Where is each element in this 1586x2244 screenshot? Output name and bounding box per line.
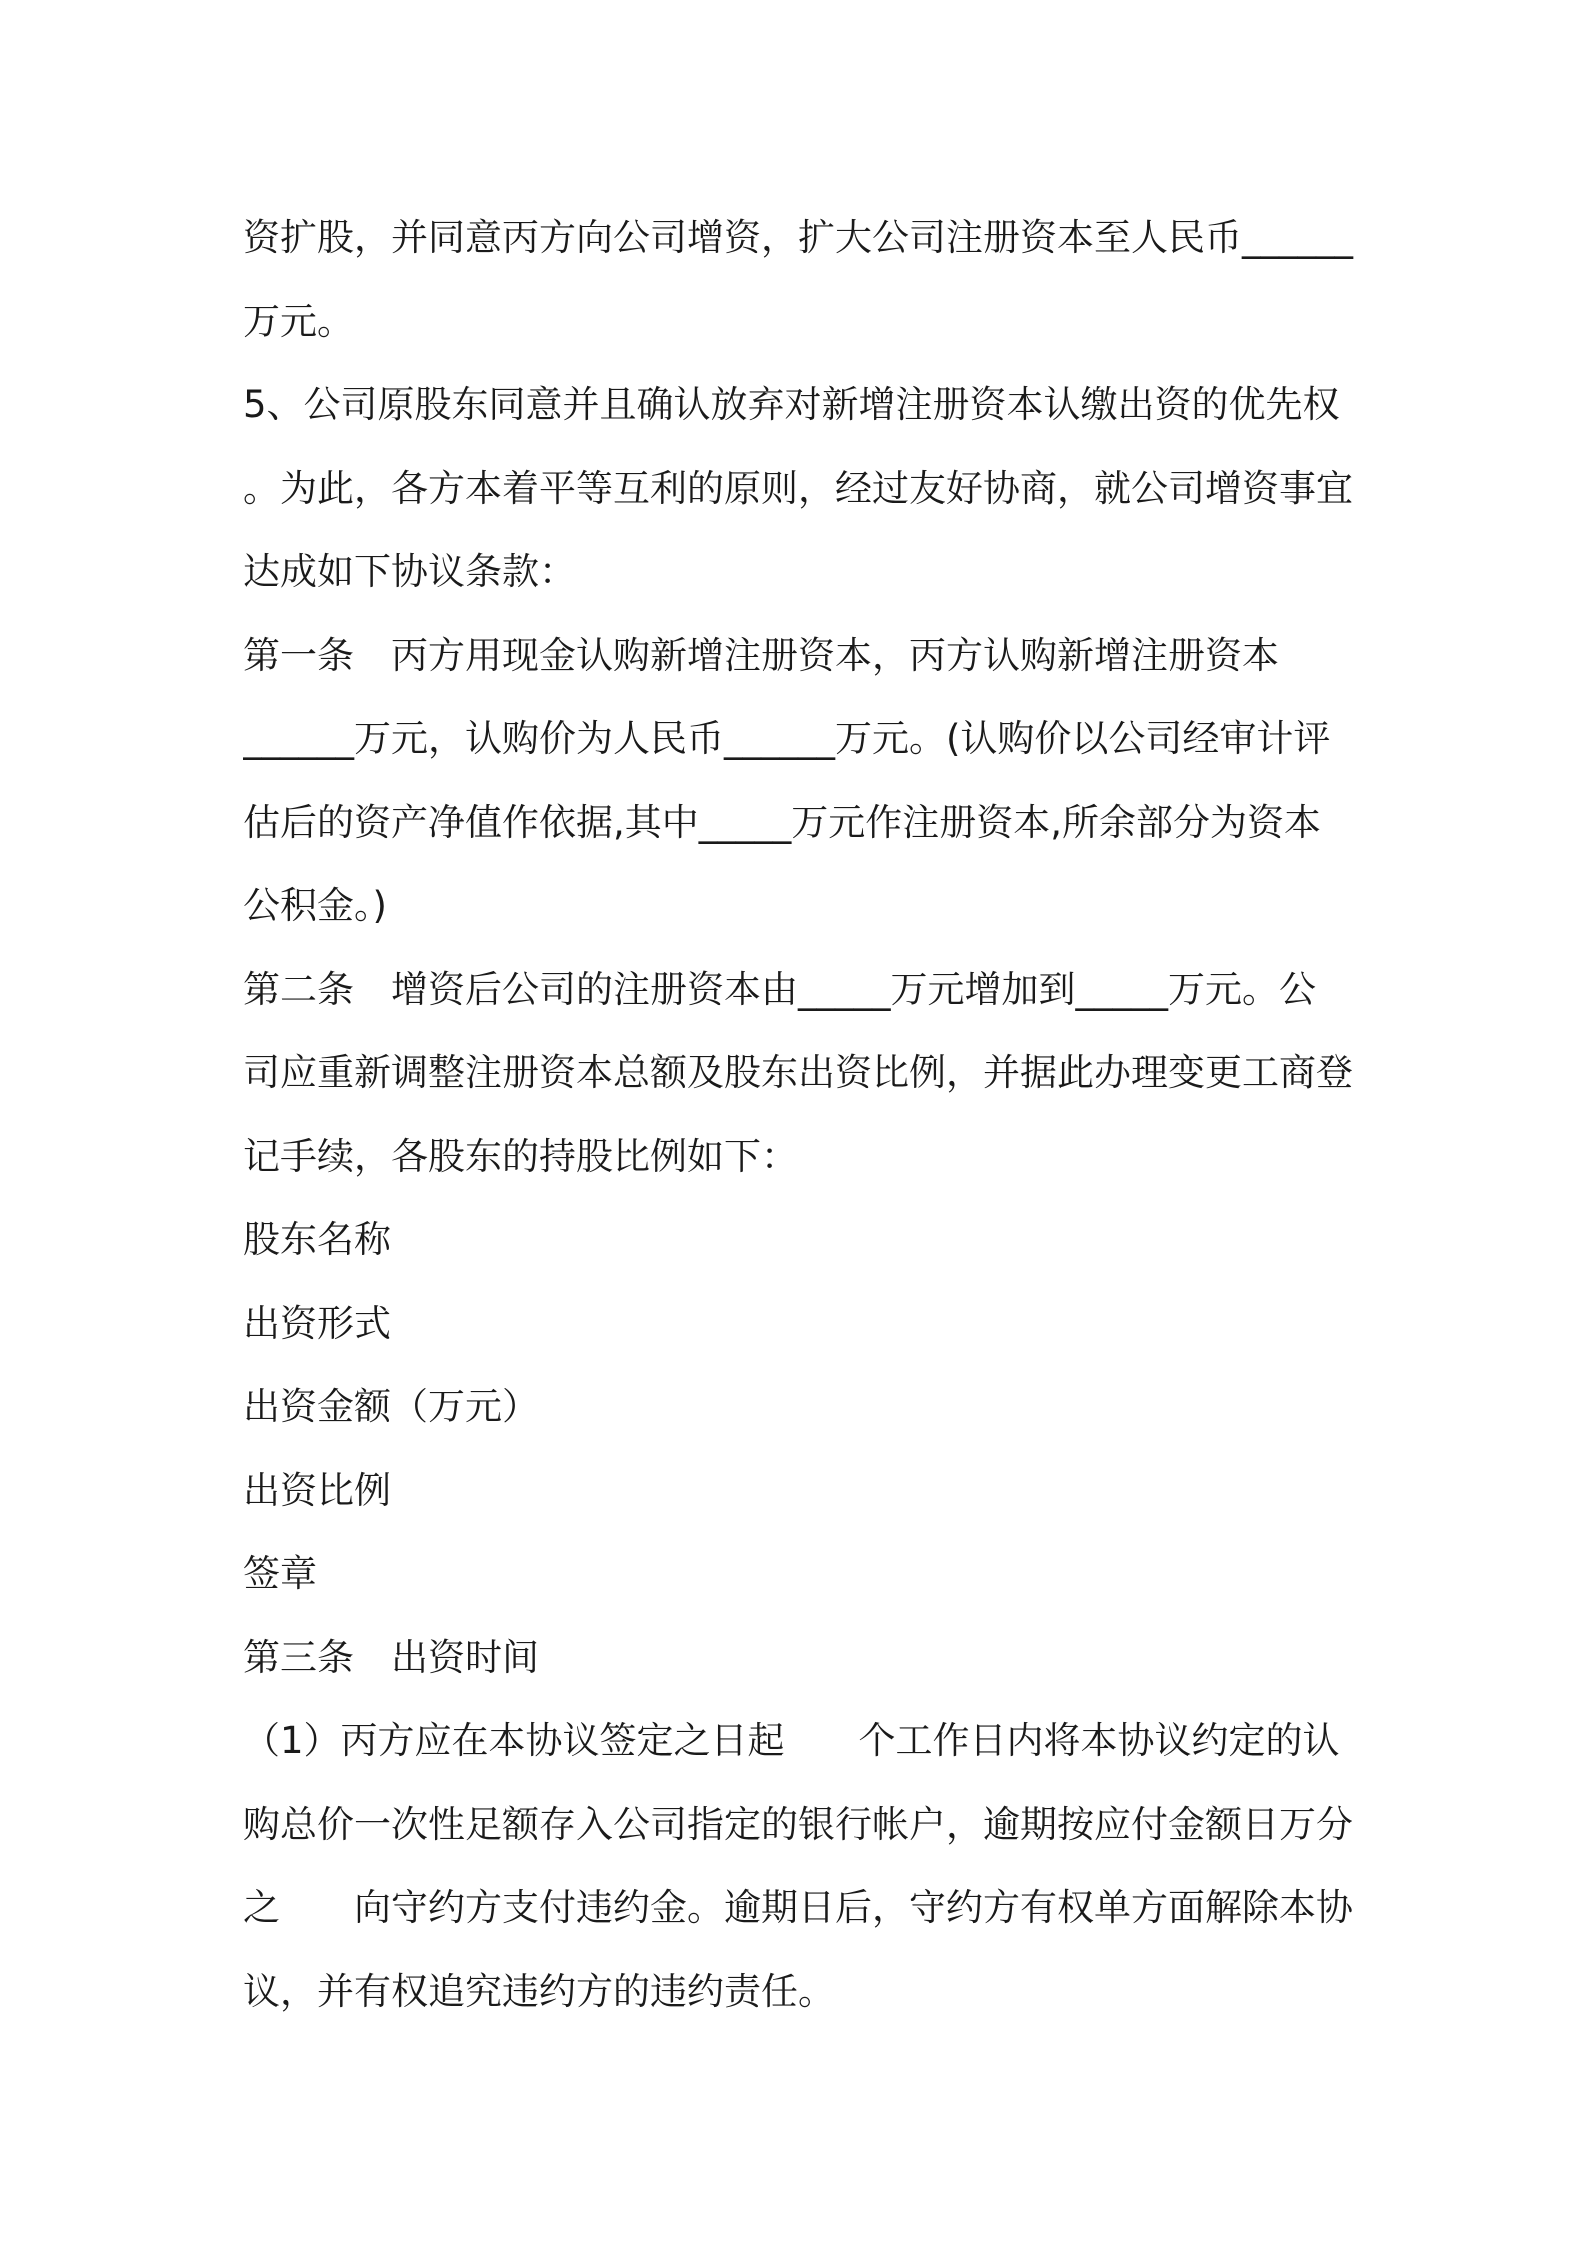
text-line: 公积金。) bbox=[243, 884, 387, 927]
contribution-form-label: 出资形式 bbox=[243, 1301, 391, 1345]
article-2-heading: 第二条 增资后公司的注册资本由_____万元增加到_____万元。公 bbox=[243, 967, 1316, 1011]
text-line: 资扩股，并同意丙方向公司增资，扩大公司注册资本至人民币______ bbox=[243, 216, 1353, 259]
document-body bbox=[243, 196, 1363, 2033]
article-3-heading: 第三条 出资时间 bbox=[243, 1635, 539, 1679]
text-line: 之 向守约方支付违约金。逾期日后，守约方有权单方面解除本协 bbox=[243, 1886, 1353, 1929]
text-line: 达成如下协议条款： bbox=[243, 550, 576, 593]
article-1-heading: 第一条 丙方用现金认购新增注册资本，丙方认购新增注册资本 bbox=[243, 633, 1279, 677]
shareholder-name-label: 股东名称 bbox=[243, 1218, 391, 1261]
contribution-amount-label: 出资金额（万元） bbox=[243, 1385, 539, 1428]
text-line: 估后的资产净值作依据,其中_____万元作注册资本,所余部分为资本 bbox=[243, 800, 1322, 844]
text-line: ______万元，认购价为人民币______万元。(认购价以公司经审计评 bbox=[243, 717, 1331, 760]
text-line: 议，并有权追究违约方的违约责任。 bbox=[243, 1969, 835, 2013]
signature-seal-label: 签章 bbox=[243, 1552, 317, 1595]
text-line: （1）丙方应在本协议签定之日起 个工作日内将本协议约定的认 bbox=[243, 1719, 1340, 1762]
text-line: 司应重新调整注册资本总额及股东出资比例，并据此办理变更工商登 bbox=[243, 1051, 1353, 1094]
text-line: 。为此，各方本着平等互利的原则，经过友好协商，就公司增资事宜 bbox=[243, 466, 1353, 510]
contribution-ratio-label: 出资比例 bbox=[243, 1468, 391, 1512]
clause-5-line: 5、公司原股东同意并且确认放弃对新增注册资本认缴出资的优先权 bbox=[243, 383, 1340, 426]
text-line: 记手续，各股东的持股比例如下： bbox=[243, 1134, 798, 1178]
text-line: 万元。 bbox=[243, 299, 354, 343]
text-line: 购总价一次性足额存入公司指定的银行帐户，逾期按应付金额日万分 bbox=[243, 1802, 1353, 1846]
